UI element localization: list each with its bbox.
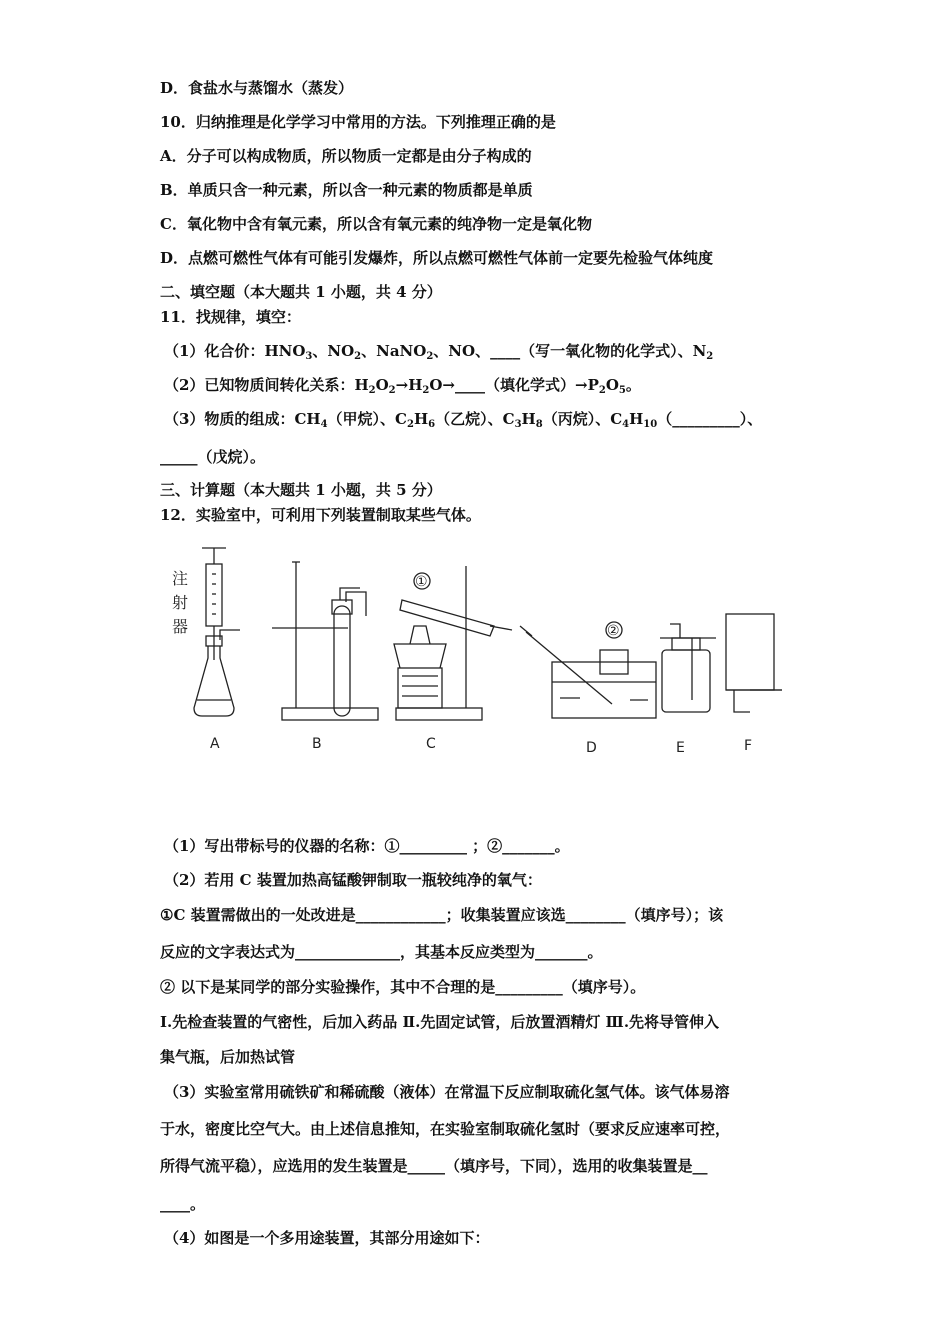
apparatus-e — [660, 624, 716, 756]
q12-part-1: （1）写出带标号的仪器的名称：①_________ ；②_______。 — [164, 837, 570, 855]
apparatus-d — [520, 622, 656, 756]
marker-1: ① — [415, 574, 428, 590]
section-3-heading: 三、计算题（本大题共 1 小题，共 5 分） — [160, 481, 442, 499]
apparatus-c — [394, 566, 512, 752]
q10-stem: 10．归纳推理是化学学习中常用的方法。下列推理正确的是 — [160, 113, 556, 131]
q12-part-2: （2）若用 C 装置加热高锰酸钾制取一瓶较纯净的氧气： — [164, 871, 542, 889]
q10-option-c: C．氧化物中含有氧元素，所以含有氧元素的纯净物一定是氧化物 — [160, 215, 592, 233]
syringe-label-3: 器 — [172, 617, 189, 636]
q12-part-3-d: ____。 — [160, 1195, 206, 1213]
q12-stem: 12．实验室中，可利用下列装置制取某些气体。 — [160, 506, 481, 524]
q11-part-3-cont: _____（戊烷）。 — [160, 448, 266, 466]
q12-part-2-b: 反应的文字表达式为______________，其基本反应类型为_______。 — [160, 943, 603, 961]
q12-part-2-d: Ⅰ.先检查装置的气密性，后加入药品 Ⅱ.先固定试管，后放置酒精灯 Ⅲ.先将导管伸入 — [160, 1013, 720, 1031]
marker-2: ② — [607, 623, 620, 639]
label-a: A — [210, 736, 220, 752]
label-e: E — [676, 740, 685, 756]
section-2-heading: 二、填空题（本大题共 1 小题，共 4 分） — [160, 283, 442, 301]
q12-part-2-e: 集气瓶，后加热试管 — [160, 1048, 296, 1066]
q11-part-3: （3）物质的组成：$CH_4$（甲烷）、$C_2H_6$（乙烷）、$C_3H_8$（丙烷）、$C_4H_{10}(\_\_\_\_\_\_\_\_\_)$、 — [164, 410, 763, 430]
label-c: C — [426, 736, 436, 752]
q12-part-3-a: （3）实验室常用硫铁矿和稀硫酸（液体）在常温下反应制取硫化氢气体。该气体易溶 — [164, 1083, 730, 1101]
q11-part-2: （2）已知物质间转化关系：$H_2O_2\to H_2O\to\_\_\_\_$（填化学式）$\to P_2O_5$。 — [164, 376, 641, 396]
label-d: D — [586, 740, 597, 756]
apparatus-b — [272, 562, 378, 752]
apparatus-a — [172, 548, 240, 752]
apparatus-f — [726, 614, 782, 754]
syringe-label-2: 射 — [172, 593, 189, 612]
q11-stem: 11．找规律，填空： — [160, 308, 301, 326]
q12-part-4: （4）如图是一个多用途装置，其部分用途如下： — [164, 1229, 490, 1247]
apparatus-figure — [160, 540, 790, 770]
q10-option-d: D．点燃可燃性气体有可能引发爆炸，所以点燃可燃性气体前一定要先检验气体纯度 — [160, 249, 714, 267]
q11-part-1: （1）化合价：$HNO_3$、$NO_2$、NaNO$_2$、NO、____（写一氧化物的化学式）、$N_2$ — [164, 342, 714, 362]
q10-option-a: A．分子可以构成物质，所以物质一定都是由分子构成的 — [160, 147, 532, 165]
q12-part-2-a: ①C 装置需做出的一处改进是____________；收集装置应该选________（填序号）；该 — [160, 906, 724, 924]
syringe-label-1: 注 — [172, 569, 189, 588]
q12-part-2-c: ② 以下是某同学的部分实验操作，其中不合理的是_________（填序号）。 — [160, 978, 646, 996]
q12-part-3-b: 于水，密度比空气大。由上述信息推知，在实验室制取硫化氢时（要求反应速率可控， — [160, 1120, 731, 1138]
q10-option-b: B．单质只含一种元素，所以含一种元素的物质都是单质 — [160, 181, 533, 199]
label-b: B — [312, 736, 322, 752]
q9-option-d: D．食盐水与蒸馏水（蒸发） — [160, 79, 354, 97]
label-f: F — [744, 738, 753, 754]
q12-part-3-c: 所得气流平稳），应选用的发生装置是_____（填序号，下同），选用的收集装置是__ — [160, 1157, 708, 1175]
